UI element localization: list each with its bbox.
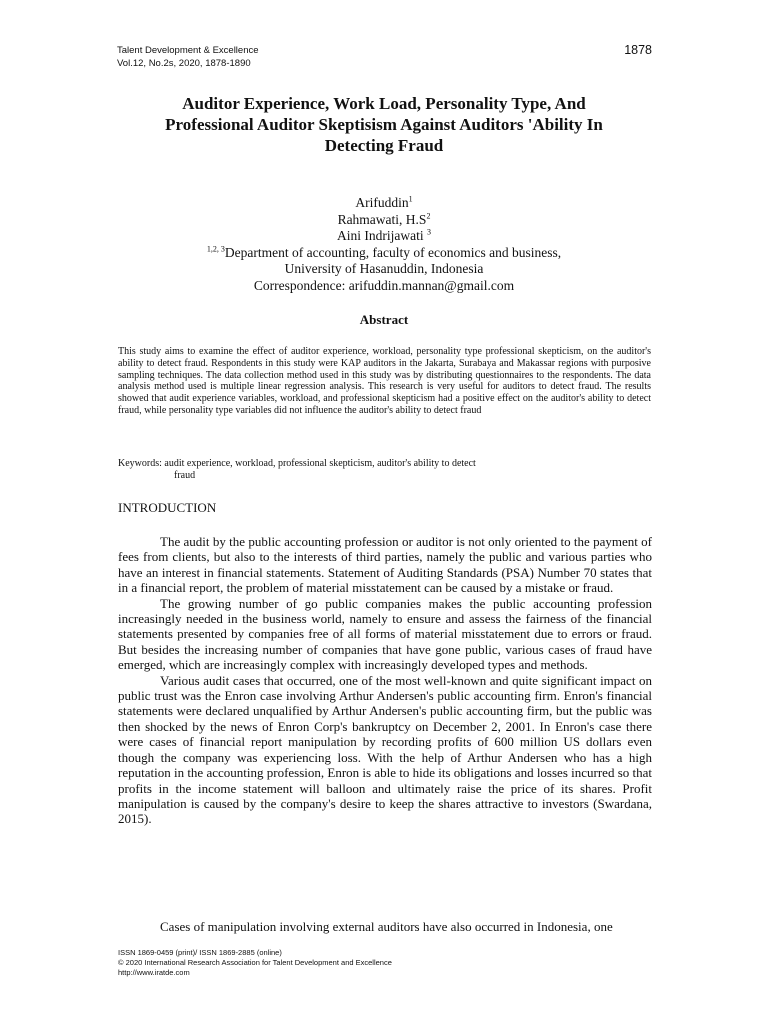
title-line: Detecting Fraud	[324, 136, 444, 155]
section-heading: INTRODUCTION	[118, 500, 217, 515]
paragraph: The growing number of go public companies makes the public accounting profession increasingly needed in the business world, namely to ensure and assess the fairness of the financial statements presented by companies free of all forms of material misstatement due to errors or fraud. But besides the increasing number of companies that have gone public, various cases of fraud have emerged, which are increasingly complex with increasingly developed types and methods.	[118, 595, 652, 673]
keywords-line: Keywords: audit experience, workload, professional skepticism, auditor's ability to detect	[118, 458, 476, 469]
footer-issn: ISSN 1869-0459 (print)/ ISSN 1869-2885 (online)	[118, 948, 282, 957]
body-text	[118, 534, 652, 827]
footer-url: http://www.iratde.com	[118, 968, 190, 977]
journal-name: Talent Development & Excellence	[117, 45, 259, 56]
title-line: Auditor Experience, Work Load, Personality Type, And	[182, 94, 586, 113]
journal-volume: Vol.12, No.2s, 2020, 1878-1890	[117, 58, 251, 69]
page-number: 1878	[624, 43, 652, 57]
affiliation-university: University of Hasanuddin, Indonesia	[284, 261, 484, 276]
author-1: Arifuddin$^1$	[355, 194, 413, 210]
paragraph: Cases of manipulation involving external auditors have also occurred in Indonesia, one	[160, 919, 613, 934]
affiliation: $^{1,2, 3}$Department of accounting, faculty of economics and business,	[206, 244, 562, 260]
running-header	[117, 44, 259, 70]
keywords	[118, 458, 651, 482]
paragraph: The audit by the public accounting profession or auditor is not only oriented to the payment of fees from clients, but also to the interests of third parties, namely the public and various parties who have an interest in financial statements. Statement of Auditing Standards (PSA) Number 70 states that in a financial report, the problem of material misstatement can be caused by a mistake or fraud.	[118, 534, 652, 596]
paper-title	[130, 93, 638, 156]
correspondence: Correspondence: arifuddin.mannan@gmail.com	[253, 277, 515, 293]
author-block	[117, 195, 651, 294]
title-line: Professional Auditor Skeptisism Against Auditors 'Ability In	[165, 115, 603, 134]
abstract-heading: Abstract	[359, 312, 409, 327]
abstract-text: This study aims to examine the effect of auditor experience, workload, personality type professional skepticism, on the auditor's ability to detect fraud. Respondents in this study were KAP auditors in the Jakarta, Surabaya and Makassar regions with purposive sampling techniques. The data collection method used in this study was by distributing questionnaires to the respondents. The data analysis method used is multiple linear regression analysis. This research is very useful for auditors to detect fraud. The results showed that audit experience variables, workload, and professional skepticism had a positive effect on the auditor's ability to detect fraud, while personality type variables did not influence the auditor's ability to detect fraud	[118, 346, 651, 416]
author-2: Rahmawati, $H.S^2$	[337, 211, 431, 227]
page-footer	[118, 948, 392, 978]
paragraph: Various audit cases that occurred, one of the most well-known and quite significant impact on public trust was the Enron case involving Arthur Andersen's public accounting firm. Enron's financial statements were declared unqualified by Arthur Andersen's public accounting firm, but the public was then shocked by the news of Enron Corp's bankruptcy on December 2, 2001. In Enron's case there were cases of financial report manipulation by recording profits of 600 million US dollars even though the company was experiencing loss. With the help of Arthur Andersen who has a high reputation in the accounting profession, Enron is able to hide its obligations and losses incurred so that profits in the income statement will balloon and ultimately raise the price of its shares. Profit manipulation is caused by the company's desire to keep the shares attractive to investors (Swardana, 2015).	[118, 672, 652, 827]
keywords-line: fraud	[174, 469, 196, 481]
author-3: Aini Indrijawati $^3$	[337, 227, 431, 243]
footer-copyright: © 2020 International Research Association for Talent Development and Excellence	[118, 958, 392, 967]
